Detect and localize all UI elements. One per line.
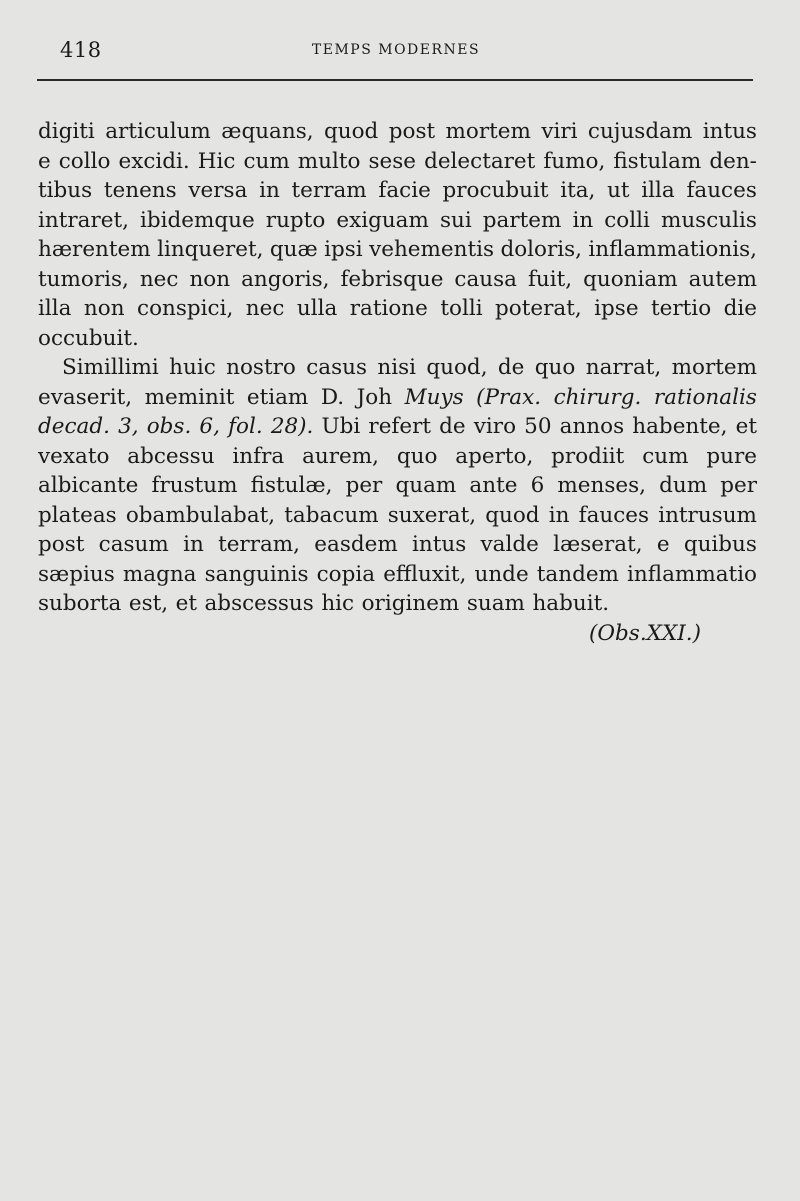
word: doloris, <box>500 237 583 262</box>
text-line <box>38 206 757 236</box>
word: per <box>720 473 757 498</box>
header-rule <box>37 79 753 81</box>
word: tabacum <box>284 502 379 528</box>
word: originem <box>361 591 460 616</box>
word: illa <box>38 296 72 321</box>
word: suxerat, <box>387 502 477 528</box>
word: menses, <box>557 473 646 498</box>
word: 50 <box>524 414 552 439</box>
word: febrisque <box>340 266 444 292</box>
word: ante <box>469 473 518 498</box>
text-line <box>38 294 757 324</box>
word: quibus <box>683 532 757 557</box>
text-line <box>38 353 757 383</box>
word: conspici, <box>137 296 234 321</box>
page-header <box>40 38 752 66</box>
word: infra <box>232 443 285 469</box>
word: effluxit, <box>383 561 467 587</box>
word: den- <box>709 148 757 174</box>
word: annos <box>559 414 625 439</box>
word: in <box>183 532 204 557</box>
word: tandem <box>536 561 619 587</box>
word: ipsi <box>324 237 363 262</box>
word: cujusdam <box>587 119 693 144</box>
word: suam <box>466 591 525 616</box>
word: fistulam <box>613 148 702 174</box>
word: tibus <box>38 178 93 203</box>
word: quo <box>396 443 438 469</box>
word: valde <box>480 532 539 557</box>
text-line <box>38 324 757 354</box>
word: e <box>38 148 51 174</box>
word: Muys <box>404 384 464 410</box>
word: casum <box>98 532 169 557</box>
word: in <box>572 207 594 233</box>
word: quæ <box>269 237 318 262</box>
word: non <box>83 296 125 321</box>
word: illa <box>641 178 675 203</box>
word: de <box>439 414 466 439</box>
word: suborta <box>38 591 122 616</box>
word: habuit. <box>532 591 610 616</box>
word: tenens <box>103 178 177 203</box>
word: ulla <box>296 296 338 321</box>
word: 6 <box>530 473 545 498</box>
word: digiti <box>38 119 95 144</box>
word: e <box>656 532 670 557</box>
word: quo <box>534 355 576 380</box>
word: fumo, <box>543 148 606 174</box>
text-line <box>38 117 757 147</box>
text-line <box>38 471 757 501</box>
text-line <box>38 412 757 442</box>
word: (Prax. <box>476 384 542 410</box>
word: rationalis <box>653 384 757 410</box>
word: tertio <box>651 296 712 321</box>
word: causa <box>454 266 517 292</box>
running-title: TEMPS MODERNES <box>311 42 481 58</box>
word: etiam <box>246 384 309 410</box>
word: quod, <box>426 355 488 380</box>
word: 3, <box>118 414 139 439</box>
word: magna <box>122 561 197 587</box>
word: frustum <box>151 473 238 498</box>
word: et <box>175 591 197 616</box>
word: die <box>723 296 757 321</box>
word: læserat, <box>553 532 643 557</box>
word: intraret, <box>38 207 129 233</box>
word: fauces <box>578 502 650 528</box>
text-line <box>38 530 757 560</box>
word: copia <box>316 561 376 587</box>
word: Ubi <box>321 414 361 439</box>
word: nisi <box>377 355 416 380</box>
text-line <box>38 265 757 295</box>
word: terram <box>291 178 367 203</box>
word: articulum <box>105 119 211 144</box>
word: non <box>189 266 231 292</box>
word: musculis <box>660 207 757 233</box>
word: fol. <box>228 414 263 439</box>
word: partem <box>482 207 562 233</box>
word: (Obs. <box>589 620 647 646</box>
word: collo <box>58 148 111 174</box>
text-line <box>38 383 757 413</box>
word: colli <box>604 207 650 233</box>
word: chirurg. <box>553 384 642 410</box>
word: ita, <box>560 178 596 203</box>
word: ibidemque <box>140 207 255 233</box>
word: quod <box>324 119 379 144</box>
word: multo <box>297 148 361 174</box>
word: D. <box>320 384 345 410</box>
word: et <box>735 414 757 439</box>
word: dum <box>659 473 708 498</box>
word: est, <box>128 591 169 616</box>
word: easdem <box>314 532 398 557</box>
word: inflammationis, <box>588 237 757 262</box>
word: viro <box>473 414 517 439</box>
word: post <box>38 532 85 557</box>
word: tumoris, <box>38 266 129 292</box>
word: evaserit, <box>38 384 133 410</box>
word: exiguam <box>336 207 429 233</box>
word: fistulæ, <box>250 473 333 498</box>
word: vexato <box>38 443 110 469</box>
word: prodiit <box>551 443 625 469</box>
word: facie <box>378 178 431 203</box>
word: sui <box>439 207 472 233</box>
word: linqueret, <box>157 237 264 262</box>
word: intus <box>412 532 467 557</box>
word: aurem, <box>302 443 379 469</box>
word: procubuit <box>442 178 549 203</box>
word: quam <box>395 473 457 498</box>
word: post <box>388 119 436 144</box>
word: angoris, <box>241 266 330 292</box>
word: refert <box>368 414 432 439</box>
word: in <box>259 178 280 203</box>
word: casus <box>306 355 367 380</box>
word: quod <box>485 502 540 528</box>
text-line <box>38 589 757 619</box>
word: delectaret <box>424 148 536 174</box>
word: fauces <box>686 178 757 203</box>
word: poterat, <box>495 296 582 321</box>
word: huic <box>169 355 216 380</box>
word: mortem <box>445 119 531 144</box>
word: per <box>345 473 383 498</box>
word: Simillimi <box>62 355 159 380</box>
text-line <box>38 560 757 590</box>
word: inflammatio <box>627 561 757 587</box>
word: ipse <box>594 296 639 321</box>
word: autem <box>688 266 757 292</box>
body-text <box>38 117 757 648</box>
word: sæpius <box>38 561 115 587</box>
word: nec <box>139 266 179 292</box>
text-line <box>38 442 757 472</box>
word: abcessu <box>127 443 215 469</box>
word: pure <box>706 443 757 469</box>
word: Joh <box>356 384 393 410</box>
word: plateas <box>38 502 117 528</box>
word: ratione <box>349 296 428 321</box>
word: XXI.) <box>646 620 701 646</box>
word: nec <box>245 296 285 321</box>
word: versa <box>188 178 248 203</box>
word: sanguinis <box>204 561 309 587</box>
word: meminit <box>144 384 235 410</box>
word: de <box>497 355 525 380</box>
text-line <box>38 147 757 177</box>
word: obambulabat, <box>125 502 276 528</box>
word: æquans, <box>221 119 314 144</box>
word: intrusum <box>658 502 757 528</box>
word: intus <box>702 119 757 144</box>
word: narrat, <box>585 355 662 380</box>
word: cum <box>243 148 290 174</box>
word: 6, <box>199 414 220 439</box>
text-line <box>38 176 757 206</box>
word: in <box>548 502 570 528</box>
text-line <box>38 235 757 265</box>
text-line <box>38 501 757 531</box>
word: decad. <box>38 414 110 439</box>
word: unde <box>474 561 529 587</box>
word: habente, <box>632 414 728 439</box>
word: hic <box>321 591 355 616</box>
word: ut <box>607 178 630 203</box>
word: abscessus <box>204 591 314 616</box>
word: albicante <box>38 473 139 498</box>
word: tolli <box>440 296 483 321</box>
word: nostro <box>226 355 296 380</box>
word: fuit, <box>527 266 573 292</box>
word: 28). <box>270 414 314 439</box>
word: mortem <box>671 355 757 380</box>
word: occubuit. <box>38 325 139 351</box>
observation-reference <box>38 619 757 649</box>
word: aperto, <box>455 443 534 469</box>
word: Hic <box>197 148 236 174</box>
word: viri <box>541 119 578 144</box>
page-number: 418 <box>60 38 102 62</box>
word: rupto <box>265 207 326 233</box>
word: excidi. <box>118 148 190 174</box>
word: obs. <box>146 414 192 439</box>
word: terram, <box>218 532 301 557</box>
word: hærentem <box>38 237 151 262</box>
word: quoniam <box>583 266 678 292</box>
word: sese <box>368 148 417 174</box>
word: vehementis <box>369 237 495 262</box>
word: cum <box>642 443 689 469</box>
